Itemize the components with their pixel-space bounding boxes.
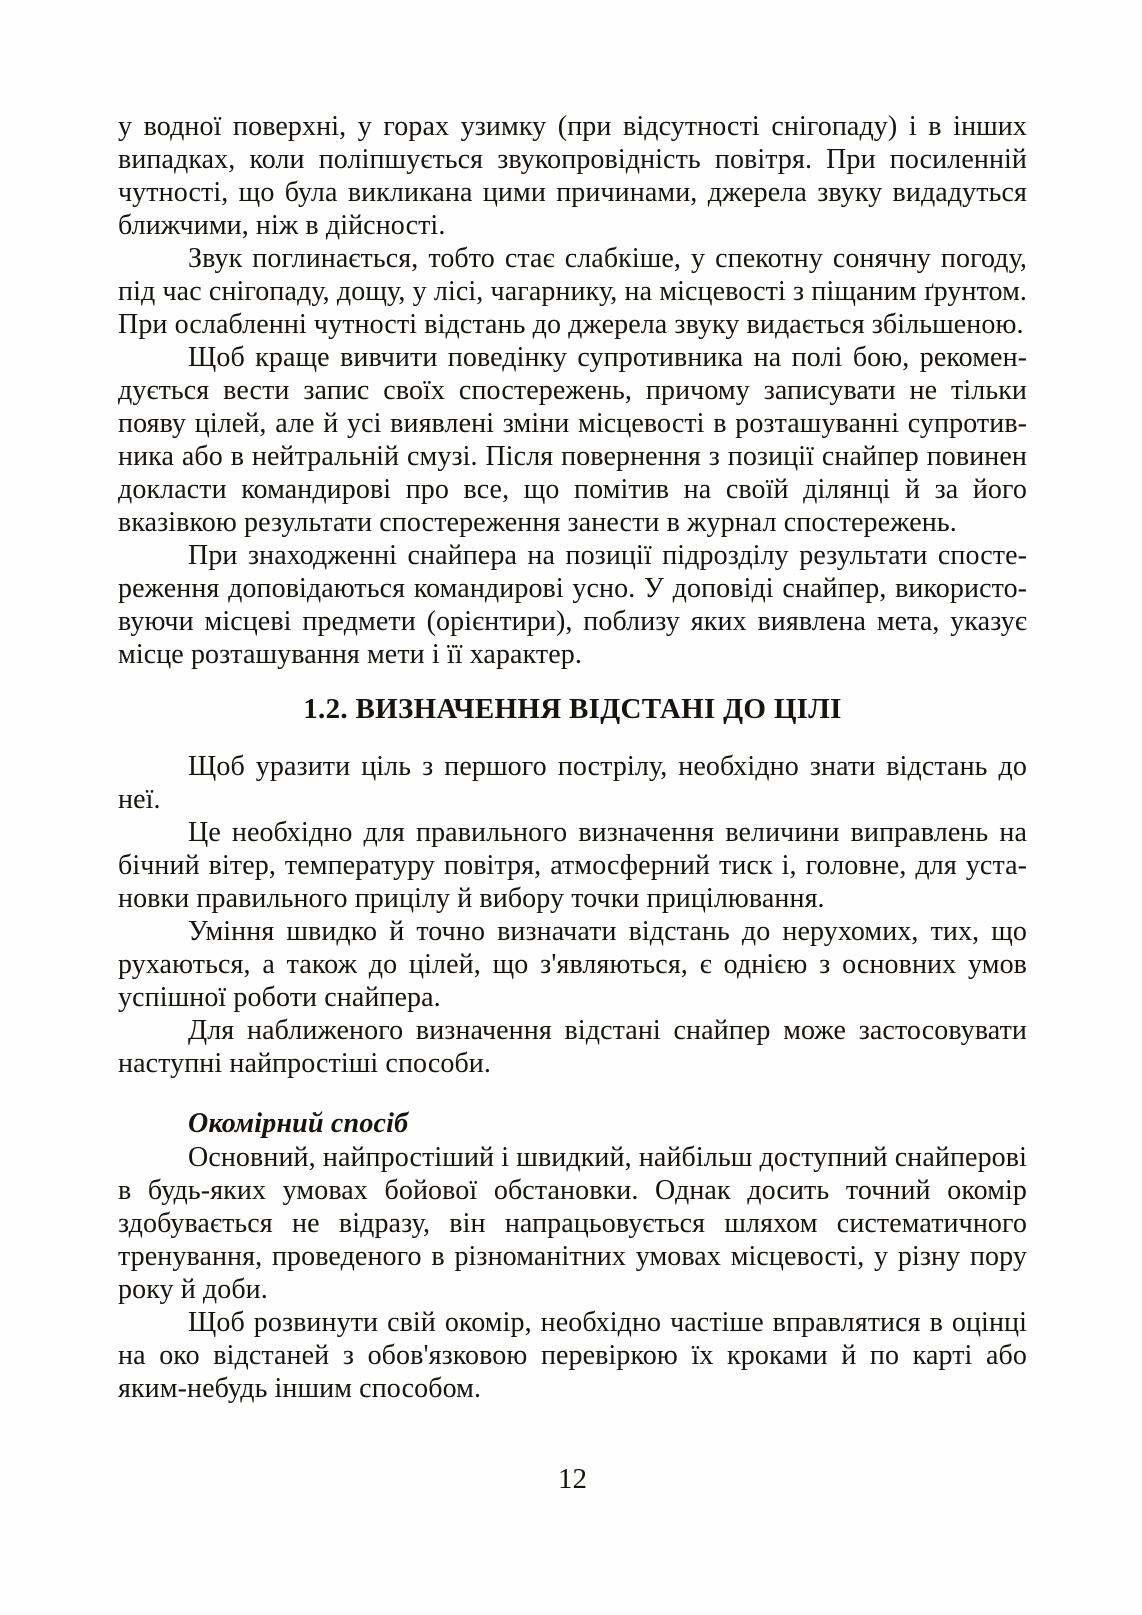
paragraph: Основний, найпростіший і швидкий, найбільш доступний снайперові в будь-яких умовах бойової обстановки. Однак досить точний окомір здобувається не відразу, він напрацьовується шляхом систематичного тренування, проведеного в різноманітних умовах місцевості, у різну пору року й доби.: [118, 1142, 1027, 1305]
paragraph: Звук поглинається, тобто стає слабкіше, у спекотну сонячну погоду, під час снігопаду, дощу, у лісі, чагарнику, на місцевості з піщаним ґрунтом. При ослабленні чутності відстань до джерела звуку видається збільшеною.: [118, 243, 1027, 340]
section-heading: 1.2. ВИЗНАЧЕННЯ ВІДСТАНІ ДО ЦІЛІ: [303, 693, 842, 725]
subsection-heading: Окомірний спосіб: [188, 1108, 409, 1139]
paragraph: у водної поверхні, у горах узимку (при відсутності снігопаду) і в інших випадках, коли поліпшується звукопровідність повітря. При посиленній чутності, що була викликана цими причинами, джерела звуку видадуться ближчими, ніж в дійсності.: [118, 111, 1027, 241]
paragraph: Уміння швидко й точно визначати відстань до нерухомих, тих, що рухаються, а також до цілей, що з'являються, є однією з основних умов успішної роботи снайпера.: [118, 916, 1027, 1013]
paragraph: При знаходженні снайпера на позиції підрозділу результати спостереження доповідаються командирові усно. У доповіді снайпер, використовуючи місцеві предмети (орієнтири), поблизу яких виявлена мета, указує місце розташування мети і її характер.: [118, 540, 1027, 670]
paragraph: Це необхідно для правильного визначення величини виправлень на бічний вітер, температуру повітря, атмосферний тиск і, головне, для установки правильного прицілу й вибору точки прицілювання.: [118, 817, 1027, 914]
paragraph: Для наближеного визначення відстані снайпер може застосовувати наступні найпростіші способи.: [118, 1015, 1027, 1079]
paragraph: Щоб краще вивчити поведінку супротивника на полі бою, рекомендується вести запис своїх спостережень, причому записувати не тільки появу цілей, але й усі виявлені зміни місцевості в розташуванні супротивника або в нейтральній смузі. Після повернення з позиції снайпер повинен докласти командирові про все, що помітив на своїй ділянці й за його вказівкою результати спостереження занести в журнал спостережень.: [118, 342, 1027, 538]
paragraph: Щоб уразити ціль з першого пострілу, необхідно знати відстань до неї.: [118, 751, 1027, 815]
page-number: 12: [558, 1463, 587, 1495]
text-column: [118, 110, 1027, 1405]
paragraph: Щоб розвинути свій окомір, необхідно частіше вправлятися в оцінці на око відстаней з обов'язковою перевіркою їх кроками й по карті або яким-небудь іншим способом.: [118, 1307, 1027, 1404]
